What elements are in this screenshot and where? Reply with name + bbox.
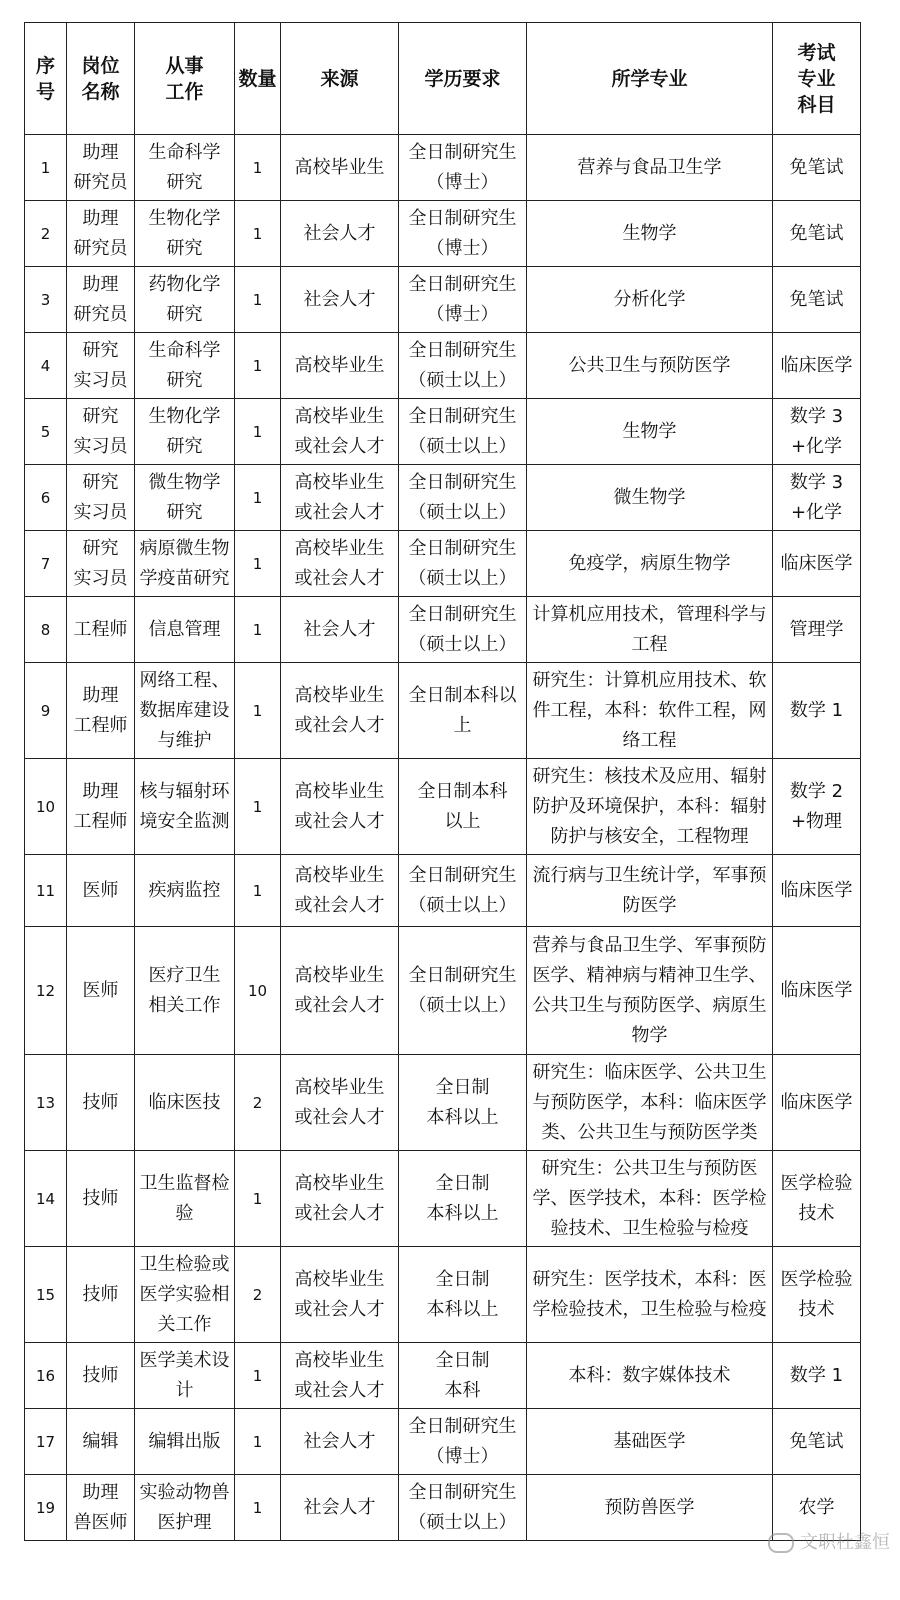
row-number-cell: 7 <box>25 531 67 597</box>
work-content-cell: 微生物学 研究 <box>135 465 235 531</box>
major-cell: 研究生：医学技术，本科：医 学检验技术，卫生检验与检疫 <box>527 1247 773 1343</box>
table-row <box>25 1475 861 1541</box>
major-cell: 计算机应用技术，管理科学与 工程 <box>527 597 773 663</box>
major-cell: 生物学 <box>527 399 773 465</box>
work-content-cell: 卫生监督检 验 <box>135 1151 235 1247</box>
post-name-cell: 技师 <box>67 1247 135 1343</box>
table-row <box>25 267 861 333</box>
source-cell: 高校毕业生 或社会人才 <box>281 399 399 465</box>
work-content-cell: 医疗卫生 相关工作 <box>135 927 235 1055</box>
headcount-cell: 1 <box>235 135 281 201</box>
exam-subject-cell: 医学检验 技术 <box>773 1151 861 1247</box>
table-row <box>25 333 861 399</box>
work-content-cell: 生物化学 研究 <box>135 201 235 267</box>
table-row <box>25 135 861 201</box>
major-cell: 基础医学 <box>527 1409 773 1475</box>
source-cell: 高校毕业生 或社会人才 <box>281 1247 399 1343</box>
work-content-cell: 临床医技 <box>135 1055 235 1151</box>
watermark <box>768 1528 890 1554</box>
work-content-cell: 实验动物兽 医护理 <box>135 1475 235 1541</box>
table-row <box>25 1055 861 1151</box>
row-number-cell: 8 <box>25 597 67 663</box>
major-cell: 生物学 <box>527 201 773 267</box>
exam-subject-cell: 管理学 <box>773 597 861 663</box>
headcount-cell: 1 <box>235 1475 281 1541</box>
row-number-cell: 1 <box>25 135 67 201</box>
headcount-cell: 10 <box>235 927 281 1055</box>
watermark-text: 文职杜鑫恒 <box>800 1532 890 1553</box>
post-name-cell: 助理 工程师 <box>67 663 135 759</box>
header-cell-no: 序 号 <box>25 23 67 135</box>
row-number-cell: 13 <box>25 1055 67 1151</box>
post-name-cell: 研究 实习员 <box>67 531 135 597</box>
source-cell: 高校毕业生 或社会人才 <box>281 1151 399 1247</box>
education-cell: 全日制研究生 （硕士以上） <box>399 1475 527 1541</box>
post-name-cell: 研究 实习员 <box>67 399 135 465</box>
post-name-cell: 研究 实习员 <box>67 333 135 399</box>
exam-subject-cell: 临床医学 <box>773 855 861 927</box>
education-cell: 全日制本科 以上 <box>399 759 527 855</box>
wechat-icon <box>768 1533 794 1553</box>
major-cell: 公共卫生与预防医学 <box>527 333 773 399</box>
table-row <box>25 759 861 855</box>
headcount-cell: 1 <box>235 267 281 333</box>
major-cell: 研究生：临床医学、公共卫生 与预防医学，本科：临床医学 类、公共卫生与预防医学类 <box>527 1055 773 1151</box>
source-cell: 高校毕业生 或社会人才 <box>281 855 399 927</box>
table-row <box>25 927 861 1055</box>
row-number-cell: 4 <box>25 333 67 399</box>
headcount-cell: 2 <box>235 1055 281 1151</box>
headcount-cell: 1 <box>235 663 281 759</box>
recruitment-table <box>24 22 861 1541</box>
table-row <box>25 1343 861 1409</box>
education-cell: 全日制 本科以上 <box>399 1151 527 1247</box>
exam-subject-cell: 数学 2 +物理 <box>773 759 861 855</box>
exam-subject-cell: 医学检验 技术 <box>773 1247 861 1343</box>
row-number-cell: 6 <box>25 465 67 531</box>
headcount-cell: 1 <box>235 333 281 399</box>
header-cell-count: 数量 <box>235 23 281 135</box>
exam-subject-cell: 免笔试 <box>773 267 861 333</box>
education-cell: 全日制研究生 （博士） <box>399 201 527 267</box>
work-content-cell: 生命科学 研究 <box>135 135 235 201</box>
exam-subject-cell: 数学 3 +化学 <box>773 465 861 531</box>
exam-subject-cell: 临床医学 <box>773 333 861 399</box>
work-content-cell: 病原微生物 学疫苗研究 <box>135 531 235 597</box>
row-number-cell: 15 <box>25 1247 67 1343</box>
headcount-cell: 1 <box>235 531 281 597</box>
headcount-cell: 2 <box>235 1247 281 1343</box>
exam-subject-cell: 临床医学 <box>773 1055 861 1151</box>
exam-subject-cell: 免笔试 <box>773 1409 861 1475</box>
major-cell: 分析化学 <box>527 267 773 333</box>
post-name-cell: 医师 <box>67 927 135 1055</box>
education-cell: 全日制 本科 <box>399 1343 527 1409</box>
exam-subject-cell: 临床医学 <box>773 927 861 1055</box>
exam-subject-cell: 数学 3 +化学 <box>773 399 861 465</box>
post-name-cell: 医师 <box>67 855 135 927</box>
education-cell: 全日制研究生 （硕士以上） <box>399 465 527 531</box>
table-row <box>25 663 861 759</box>
work-content-cell: 核与辐射环 境安全监测 <box>135 759 235 855</box>
row-number-cell: 2 <box>25 201 67 267</box>
work-content-cell: 药物化学 研究 <box>135 267 235 333</box>
header-cell-work: 从事 工作 <box>135 23 235 135</box>
major-cell: 本科：数字媒体技术 <box>527 1343 773 1409</box>
source-cell: 高校毕业生 或社会人才 <box>281 531 399 597</box>
source-cell: 高校毕业生 或社会人才 <box>281 927 399 1055</box>
table-row <box>25 399 861 465</box>
source-cell: 社会人才 <box>281 267 399 333</box>
table-row <box>25 465 861 531</box>
exam-subject-cell: 免笔试 <box>773 135 861 201</box>
work-content-cell: 医学美术设 计 <box>135 1343 235 1409</box>
work-content-cell: 疾病监控 <box>135 855 235 927</box>
post-name-cell: 助理 兽医师 <box>67 1475 135 1541</box>
source-cell: 高校毕业生 <box>281 333 399 399</box>
source-cell: 高校毕业生 或社会人才 <box>281 465 399 531</box>
post-name-cell: 编辑 <box>67 1409 135 1475</box>
education-cell: 全日制研究生 （博士） <box>399 1409 527 1475</box>
table-row <box>25 855 861 927</box>
exam-subject-cell: 临床医学 <box>773 531 861 597</box>
row-number-cell: 17 <box>25 1409 67 1475</box>
headcount-cell: 1 <box>235 465 281 531</box>
row-number-cell: 12 <box>25 927 67 1055</box>
major-cell: 研究生：公共卫生与预防医 学、医学技术，本科：医学检 验技术、卫生检验与检疫 <box>527 1151 773 1247</box>
education-cell: 全日制研究生 （硕士以上） <box>399 855 527 927</box>
source-cell: 高校毕业生 或社会人才 <box>281 1343 399 1409</box>
headcount-cell: 1 <box>235 1409 281 1475</box>
headcount-cell: 1 <box>235 399 281 465</box>
row-number-cell: 3 <box>25 267 67 333</box>
source-cell: 高校毕业生 或社会人才 <box>281 759 399 855</box>
table-row <box>25 1151 861 1247</box>
post-name-cell: 技师 <box>67 1343 135 1409</box>
work-content-cell: 生物化学 研究 <box>135 399 235 465</box>
table-row <box>25 201 861 267</box>
work-content-cell: 卫生检验或 医学实验相 关工作 <box>135 1247 235 1343</box>
education-cell: 全日制研究生 （硕士以上） <box>399 333 527 399</box>
exam-subject-cell: 农学 <box>773 1475 861 1541</box>
source-cell: 高校毕业生 或社会人才 <box>281 663 399 759</box>
headcount-cell: 1 <box>235 1151 281 1247</box>
major-cell: 研究生：核技术及应用、辐射 防护及环境保护，本科：辐射 防护与核安全，工程物理 <box>527 759 773 855</box>
work-content-cell: 信息管理 <box>135 597 235 663</box>
headcount-cell: 1 <box>235 597 281 663</box>
major-cell: 营养与食品卫生学、军事预防 医学、精神病与精神卫生学、 公共卫生与预防医学、病原生 物学 <box>527 927 773 1055</box>
header-row <box>25 23 861 135</box>
row-number-cell: 5 <box>25 399 67 465</box>
work-content-cell: 生命科学 研究 <box>135 333 235 399</box>
source-cell: 社会人才 <box>281 1475 399 1541</box>
row-number-cell: 10 <box>25 759 67 855</box>
education-cell: 全日制研究生 （硕士以上） <box>399 927 527 1055</box>
education-cell: 全日制 本科以上 <box>399 1055 527 1151</box>
header-cell-source: 来源 <box>281 23 399 135</box>
post-name-cell: 技师 <box>67 1151 135 1247</box>
education-cell: 全日制研究生 （硕士以上） <box>399 531 527 597</box>
education-cell: 全日制研究生 （博士） <box>399 267 527 333</box>
header-cell-education: 学历要求 <box>399 23 527 135</box>
education-cell: 全日制研究生 （硕士以上） <box>399 399 527 465</box>
major-cell: 研究生：计算机应用技术、软 件工程，本科：软件工程，网 络工程 <box>527 663 773 759</box>
row-number-cell: 14 <box>25 1151 67 1247</box>
table-row <box>25 1409 861 1475</box>
row-number-cell: 11 <box>25 855 67 927</box>
row-number-cell: 19 <box>25 1475 67 1541</box>
education-cell: 全日制 本科以上 <box>399 1247 527 1343</box>
header-cell-post: 岗位 名称 <box>67 23 135 135</box>
major-cell: 营养与食品卫生学 <box>527 135 773 201</box>
source-cell: 社会人才 <box>281 597 399 663</box>
source-cell: 社会人才 <box>281 1409 399 1475</box>
post-name-cell: 助理 工程师 <box>67 759 135 855</box>
education-cell: 全日制本科以 上 <box>399 663 527 759</box>
source-cell: 高校毕业生 <box>281 135 399 201</box>
headcount-cell: 1 <box>235 1343 281 1409</box>
header-cell-major: 所学专业 <box>527 23 773 135</box>
major-cell: 预防兽医学 <box>527 1475 773 1541</box>
row-number-cell: 16 <box>25 1343 67 1409</box>
work-content-cell: 网络工程、 数据库建设 与维护 <box>135 663 235 759</box>
table-row <box>25 1247 861 1343</box>
post-name-cell: 助理 研究员 <box>67 201 135 267</box>
source-cell: 社会人才 <box>281 201 399 267</box>
headcount-cell: 1 <box>235 201 281 267</box>
exam-subject-cell: 数学 1 <box>773 663 861 759</box>
table-row <box>25 597 861 663</box>
headcount-cell: 1 <box>235 759 281 855</box>
post-name-cell: 研究 实习员 <box>67 465 135 531</box>
exam-subject-cell: 数学 1 <box>773 1343 861 1409</box>
education-cell: 全日制研究生 （硕士以上） <box>399 597 527 663</box>
post-name-cell: 工程师 <box>67 597 135 663</box>
source-cell: 高校毕业生 或社会人才 <box>281 1055 399 1151</box>
table-row <box>25 531 861 597</box>
post-name-cell: 助理 研究员 <box>67 135 135 201</box>
post-name-cell: 助理 研究员 <box>67 267 135 333</box>
header-cell-exam: 考试 专业 科目 <box>773 23 861 135</box>
work-content-cell: 编辑出版 <box>135 1409 235 1475</box>
major-cell: 流行病与卫生统计学，军事预 防医学 <box>527 855 773 927</box>
post-name-cell: 技师 <box>67 1055 135 1151</box>
exam-subject-cell: 免笔试 <box>773 201 861 267</box>
row-number-cell: 9 <box>25 663 67 759</box>
education-cell: 全日制研究生 （博士） <box>399 135 527 201</box>
major-cell: 微生物学 <box>527 465 773 531</box>
major-cell: 免疫学，病原生物学 <box>527 531 773 597</box>
headcount-cell: 1 <box>235 855 281 927</box>
